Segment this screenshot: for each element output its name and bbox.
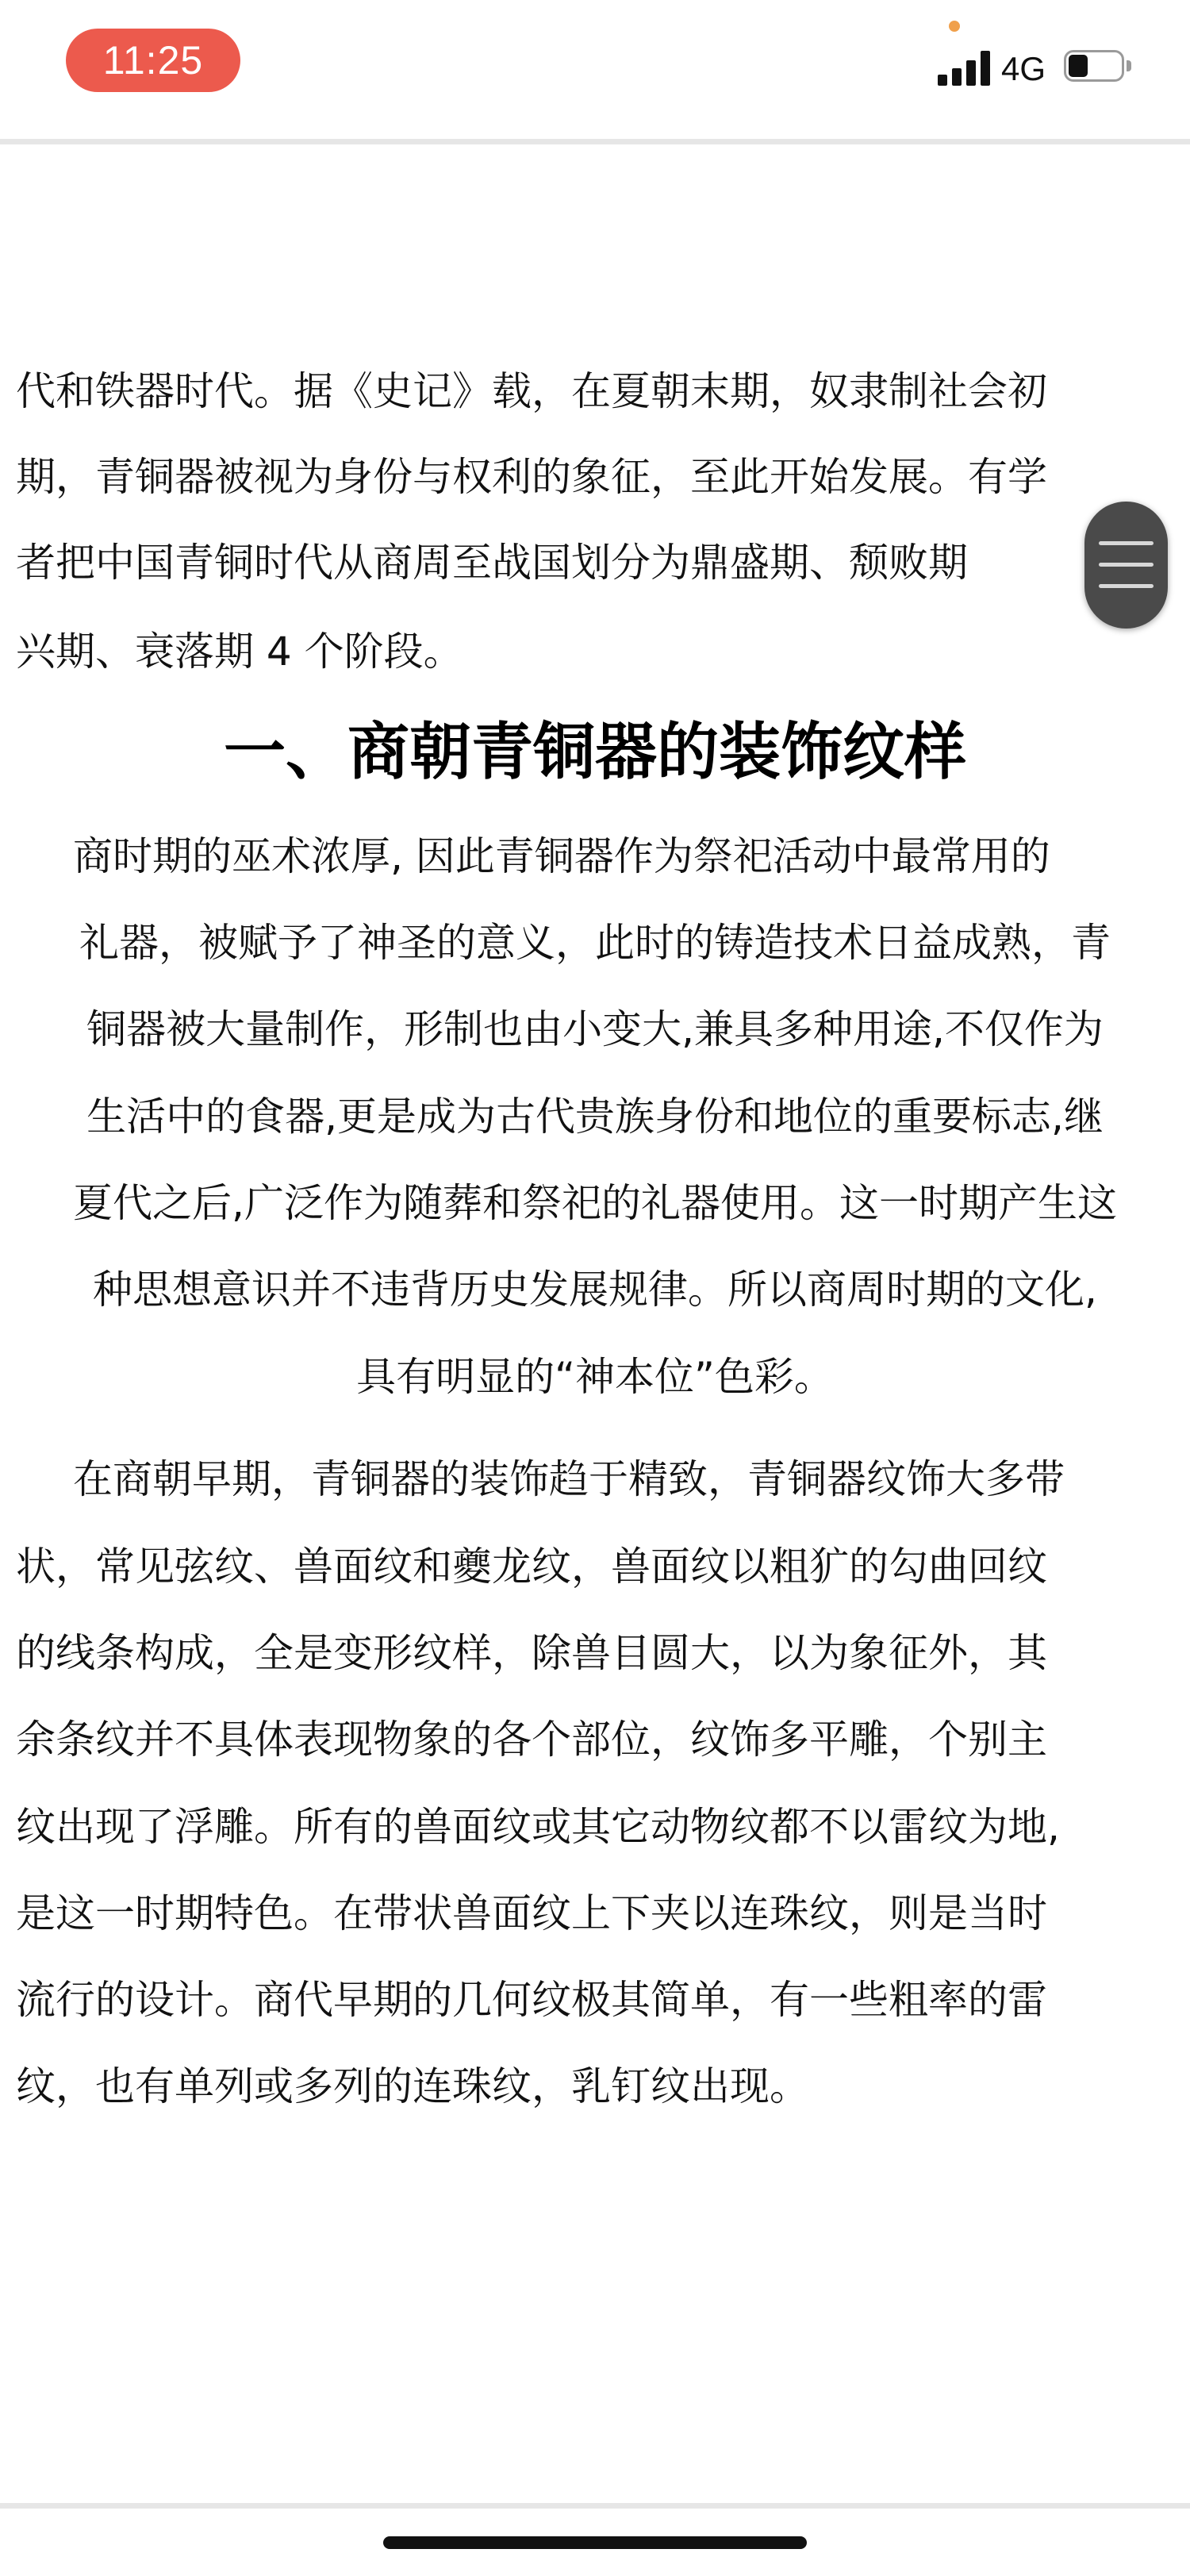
intro-line: 者把中国青铜时代从商周至战国划分为鼎盛期、颓败期 bbox=[16, 540, 968, 586]
bottom-divider bbox=[0, 2503, 1190, 2509]
paragraph-line: 余条纹并不具体表现物象的各个部位，纹饰多平雕，个别主 bbox=[16, 1717, 1047, 1763]
paragraph-line: 具有明显的“神本位”色彩。 bbox=[356, 1354, 834, 1400]
paragraph-line: 商时期的巫术浓厚, 因此青铜器作为祭祀活动中最常用的 bbox=[73, 833, 1050, 879]
paragraph-line: 状，常见弦纹、兽面纹和夔龙纹，兽面纹以粗犷的勾曲回纹 bbox=[16, 1544, 1047, 1590]
intro-line: 期，青铜器被视为身份与权利的象征，至此开始发展。有学 bbox=[16, 454, 1047, 500]
privacy-indicator-dot bbox=[949, 21, 960, 32]
paragraph-line: 是这一时期特色。在带状兽面纹上下夹以连珠纹，则是当时 bbox=[16, 1890, 1047, 1936]
paragraph-line: 生活中的食器,更是成为古代贵族身份和地位的重要标志,继 bbox=[86, 1094, 1104, 1140]
intro-line: 代和铁器时代。据《史记》载，在夏朝末期，奴隶制社会初 bbox=[16, 368, 1047, 414]
status-bar bbox=[0, 0, 1190, 144]
paragraph-line: 流行的设计。商代早期的几何纹极其简单，有一些粗率的雷 bbox=[16, 1977, 1047, 2023]
paragraph-line: 纹，也有单列或多列的连珠纹，乳钉纹出现。 bbox=[16, 2063, 809, 2109]
network-type-label: 4G bbox=[1001, 50, 1046, 87]
paragraph-line: 的线条构成，全是变形纹样，除兽目圆大，以为象征外，其 bbox=[16, 1630, 1047, 1676]
battery-icon bbox=[1064, 50, 1132, 85]
status-time[interactable]: 11:25 bbox=[66, 29, 240, 92]
signal-icon bbox=[938, 51, 993, 86]
section-heading: 一、商朝青铜器的装饰纹样 bbox=[223, 717, 966, 788]
paragraph-line: 铜器被大量制作，形制也由小变大,兼具多种用途,不仅作为 bbox=[86, 1006, 1104, 1052]
paragraph-line: 在商朝早期，青铜器的装饰趋于精致，青铜器纹饰大多带 bbox=[73, 1456, 1065, 1502]
paragraph-line: 种思想意识并不违背历史发展规律。所以商周时期的文化, bbox=[93, 1267, 1097, 1313]
paragraph-line: 纹出现了浮雕。所有的兽面纹或其它动物纹都不以雷纹为地, bbox=[16, 1804, 1060, 1850]
floating-menu-button[interactable] bbox=[1084, 502, 1168, 629]
intro-line: 兴期、衰落期 4 个阶段。 bbox=[16, 629, 463, 675]
paragraph-line: 礼器，被赋予了神圣的意义，此时的铸造技术日益成熟，青 bbox=[79, 920, 1111, 966]
home-indicator[interactable] bbox=[383, 2536, 807, 2549]
paragraph-line: 夏代之后,广泛作为随葬和祭祀的礼器使用。这一时期产生这 bbox=[73, 1180, 1117, 1226]
